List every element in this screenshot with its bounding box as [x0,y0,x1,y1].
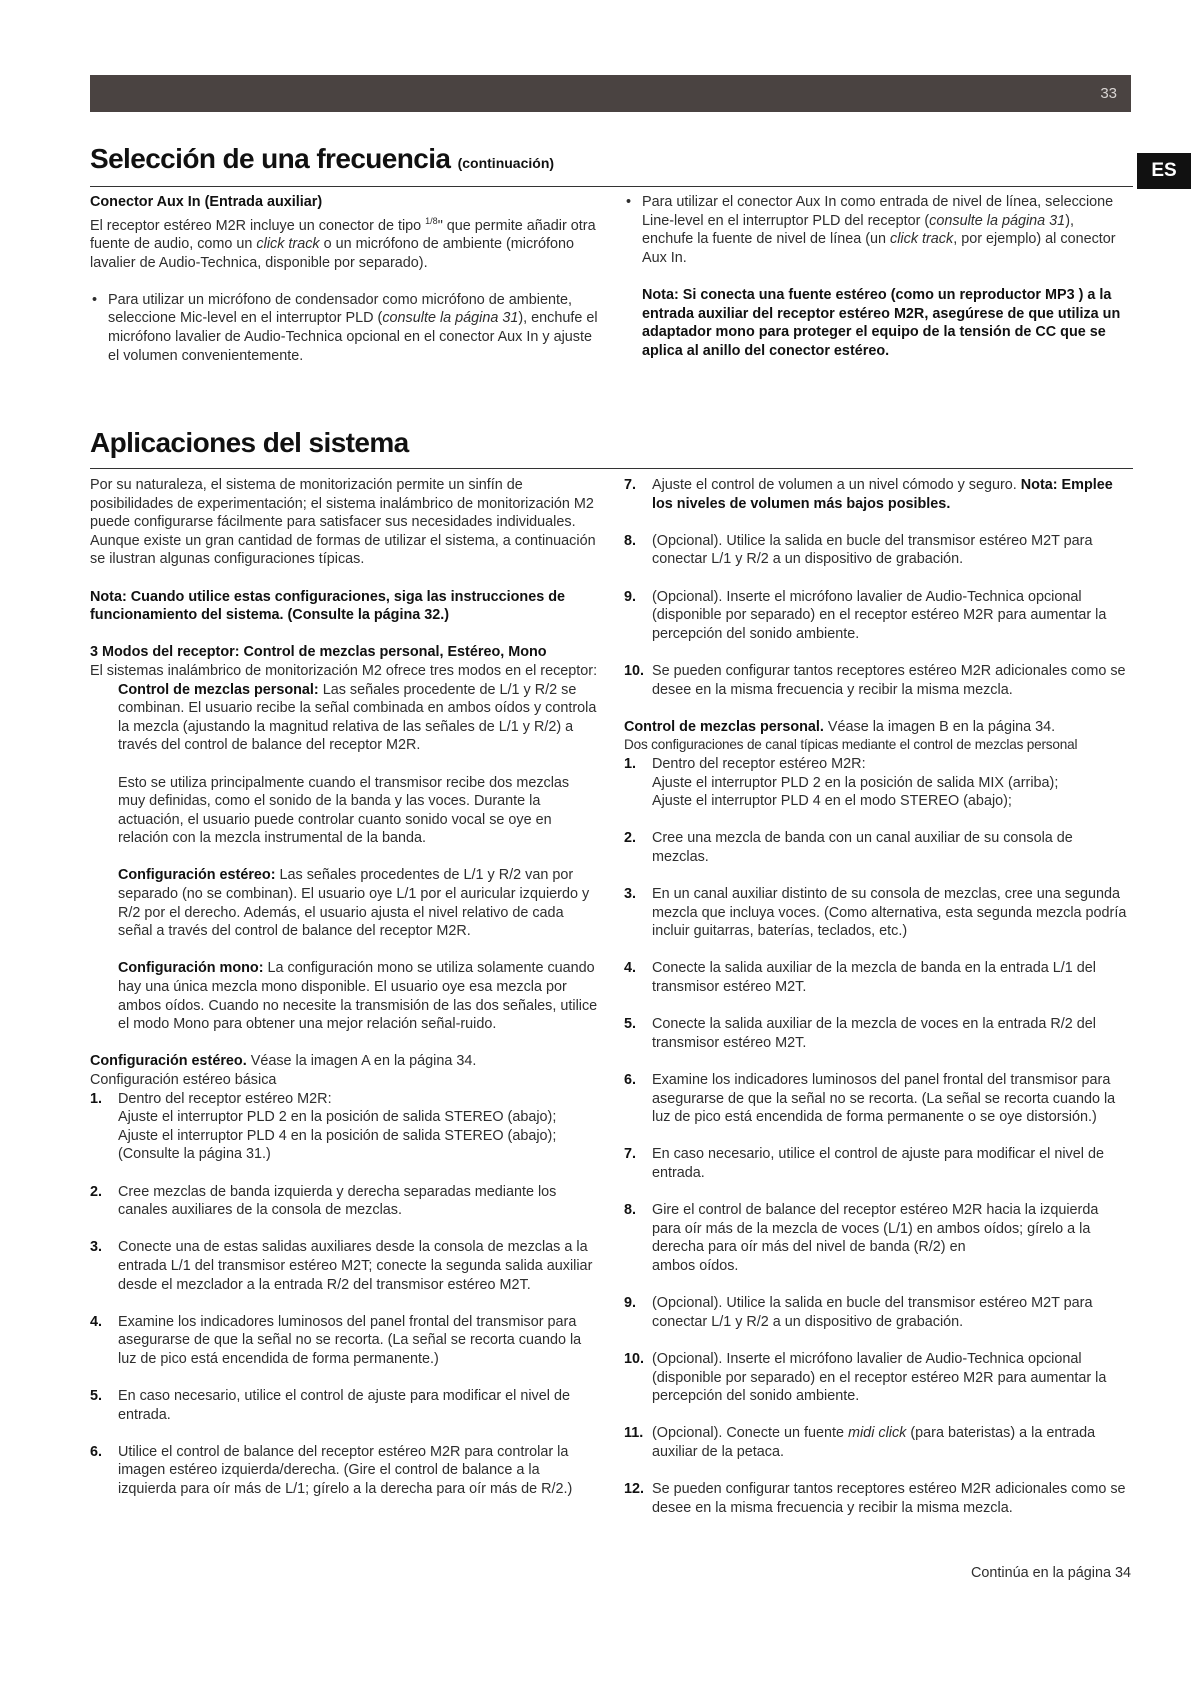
section-rule [90,468,1133,469]
language-tab: ES [1137,153,1191,189]
list-item: 12. Se pueden configurar tantos receptores estéreo M2R adicionales como se desee en la misma frecuencia y recibir la misma mezcla. [624,1481,1126,1516]
personal-mix-sub: Dos configuraciones de canal típicas mediante el control de mezclas personal [624,737,1078,753]
list-item: 1. Dentro del receptor estéreo M2R: Ajuste el interruptor PLD 2 en la posición de salida STEREO (abajo); Ajuste el interruptor PLD 4 en la posición de salida STEREO (abajo); (Consulte la página 31.) [90,1090,557,1163]
list-item: 7. En caso necesario, utilice el control de ajuste para modificar el nivel de entrada. [624,1146,1104,1181]
mode-personal: Control de mezclas personal: Las señales procedente de L/1 y R/2 se combinan. El usuario recibe la señal combinada en ambos oídos y controla la mezcla (ajustando la magnitud relativa de las señales de L/1 y R/2) a través del control de balance del receptor M2R. [118,681,597,754]
applications-column-left [90,476,600,1517]
stereo-steps-continued [624,532,1129,718]
mode-mono: Configuración mono: La configuración mono se utiliza solamente cuando hay una única mezcla mono disponible. El usuario oye esa mezcla por ambos oídos. Cuando no necesite la transmisión de las dos señales, utilice el modo Mono para obtener una mejor relación señal-ruido. [118,960,598,1033]
aux-bullet-line: • Para utilizar el conector Aux In como entrada de nivel de línea, seleccione Line-level en el interruptor PLD del receptor (consulte la página 31), enchufe la fuente de nivel de línea (un click track, por ejemplo) al conector Aux In. [624,193,1129,267]
aux-in-column-left [90,193,600,365]
stereo-config-heading: Configuración estéreo. Véase la imagen A en la página 34. [90,1053,477,1070]
section-title-frequency: Selección de una frecuencia (continuación) [90,143,555,174]
list-item: 2. Cree mezclas de banda izquierda y derecha separadas mediante los canales auxiliares de la consola de mezclas. [90,1183,557,1219]
list-item: 3. En un canal auxiliar distinto de su consola de mezclas, cree una segunda mezcla que incluya voces. (Como alternativa, esta segunda mezcla podría incluir guitarras, baterías, teclados, etc.) [624,886,1127,940]
header-bar [90,75,1131,112]
list-item: 7. Ajuste el control de volumen a un nivel cómodo y seguro. Nota: Emplee los niveles de volumen más bajos posibles. [624,477,1113,512]
list-item: 5. En caso necesario, utilice el control de ajuste para modificar el nivel de entrada. [90,1388,570,1423]
list-item: 5. Conecte la salida auxiliar de la mezcla de voces en la entrada R/2 del transmisor estéreo M2T. [624,1016,1096,1051]
list-item: 4. Conecte la salida auxiliar de la mezcla de banda en la entrada L/1 del transmisor estéreo M2T. [624,960,1097,996]
mode-stereo: Configuración estéreo: Las señales procedentes de L/1 y R/2 van por separado (no se combinan). El usuario oye L/1 por el auricular izquierdo y R/2 por el derecho. Además, el usuario ajusta el nivel relativo de cada señal a través del control de balance del receptor M2R. [118,867,590,940]
intro-paragraph: Por su naturaleza, el sistema de monitorización permite un sinfín de posibilidades de experimentación; el sistema inalámbrico de monitorización M2 puede configurarse fácilmente para satisfacer sus necesidades individuales. Aunque existe un gran cantidad de formas de utilizar el sistema, a continuación se ilustran algunas configuraciones típicas. [90,477,596,568]
mode-personal-detail: Esto se utiliza principalmente cuando el transmisor recibe dos mezclas muy definidas, como el sonido de la banda y las voces. Durante la actuación, el usuario puede controlar cuanto sonido vocal se oye en relación con la mezcla instrumental de la banda. [118,774,570,847]
list-item: 11. (Opcional). Conecte un fuente midi click (para bateristas) a la entrada auxiliar de la petaca. [624,1425,1096,1460]
list-item: 4. Examine los indicadores luminosos del panel frontal del transmisor para asegurarse de que la señal no se recorta. (La señal se recorta cuando la luz de pico está encendida de forma permanente.) [90,1313,582,1367]
aux-intro: El receptor estéreo M2R incluye un conector de tipo $^{1/8}$" que permite añadir otra fuente de audio, como un click track o un micrófono de ambiente (micrófono lavalier de Audio-Technica, disponible por separado). [90,215,596,271]
personal-mix-heading: Control de mezclas personal. Véase la imagen B en la página 34. [624,718,1056,735]
modes-intro: El sistemas inalámbrico de monitorización M2 ofrece tres modos en el receptor: [90,662,598,679]
config-note: Nota: Cuando utilice estas configuraciones, siga las instrucciones de funcionamiento del sistema. (Consulte la página 32.) [90,588,566,624]
list-item: 6. Examine los indicadores luminosos del panel frontal del transmisor para asegurarse de que la señal no se recorta. (La señal se recorta cuando la luz de pico está encendida de forma permanente o se oye distorsión.) [624,1072,1116,1126]
list-item: 8. (Opcional). Utilice la salida en bucle del transmisor estéreo M2T para conectar L/1 y R/2 a un dispositivo de grabación. [624,532,1093,568]
list-item: 1. Dentro del receptor estéreo M2R: Ajuste el interruptor PLD 2 en la posición de salida MIX (arriba); Ajuste el interruptor PLD 4 en el modo STEREO (abajo); [624,755,1059,810]
list-item: 9. (Opcional). Inserte el micrófono lavalier de Audio-Technica opcional (disponible por separado) en el receptor estéreo M2R para aumentar la percepción del sonido ambiente. [624,588,1107,642]
aux-in-column-right [624,193,1129,360]
stereo-config-sub: Configuración estéreo básica [90,1072,277,1088]
list-item: 6. Utilice el control de balance del receptor estéreo M2R para controlar la imagen estéreo izquierda/derecha. (Gire el control de balance a la izquierda para oír más de L/1; gírelo a la derecha para oír más de R/2.) [90,1443,573,1498]
aux-bullet-mic: • Para utilizar un micrófono de condensador como micrófono de ambiente, seleccione Mic-level en el interruptor PLD (consulte la página 31), enchufe el micrófono lavalier de Audio-Technica opcional en el conector Aux In y ajuste el volumen convenientemente. [90,291,600,365]
page-number: 33 [1100,85,1117,102]
continues-note: Continúa en la página 34 [970,1565,1131,1581]
list-item: 10. (Opcional). Inserte el micrófono lavalier de Audio-Technica opcional (disponible por separado) en el receptor estéreo M2R para aumentar la percepción del sonido ambiente. [624,1350,1107,1405]
list-item: 2. Cree una mezcla de banda con un canal auxiliar de su consola de mezclas. [624,830,1073,865]
list-item: 10. Se pueden configurar tantos receptores estéreo M2R adicionales como se desee en la misma frecuencia y recibir la misma mezcla. [624,662,1126,698]
stereo-source-note: Nota: Si conecta una fuente estéreo (como un reproductor MP3 ) a la entrada auxiliar del receptor estéreo M2R, asegúrese de que utiliza un adaptador mono para proteger el equipo de la tensión de CC que se aplica al anillo del conector estéreo. [642,286,1121,359]
list-item: 3. Conecte una de estas salidas auxiliares desde la consola de mezclas a la entrada L/1 del transmisor estéreo M2T; conecte la segunda salida auxiliar desde el mezclador a la entrada R/2 del transmisor estéreo M2T. [90,1239,593,1293]
section-title-applications: Aplicaciones del sistema [90,427,409,458]
section-rule [90,186,1133,187]
personal-steps-list [624,755,1129,1424]
stereo-steps-list [90,1090,600,1518]
list-item: 9. (Opcional). Utilice la salida en bucle del transmisor estéreo M2T para conectar L/1 y R/2 a un dispositivo de grabación. [624,1295,1093,1330]
applications-column-right [624,476,1129,1517]
modes-heading: 3 Modos del receptor: Control de mezclas personal, Estéreo, Mono [90,644,547,661]
list-item: 8. Gire el control de balance del receptor estéreo M2R hacia la izquierda para oír más de la mezcla de voces (L/1) en ambos oídos; gírelo a la derecha para oír más del nivel de banda (R/2) en ambos oídos. [624,1202,1099,1274]
aux-heading: Conector Aux In (Entrada auxiliar) [90,194,323,210]
